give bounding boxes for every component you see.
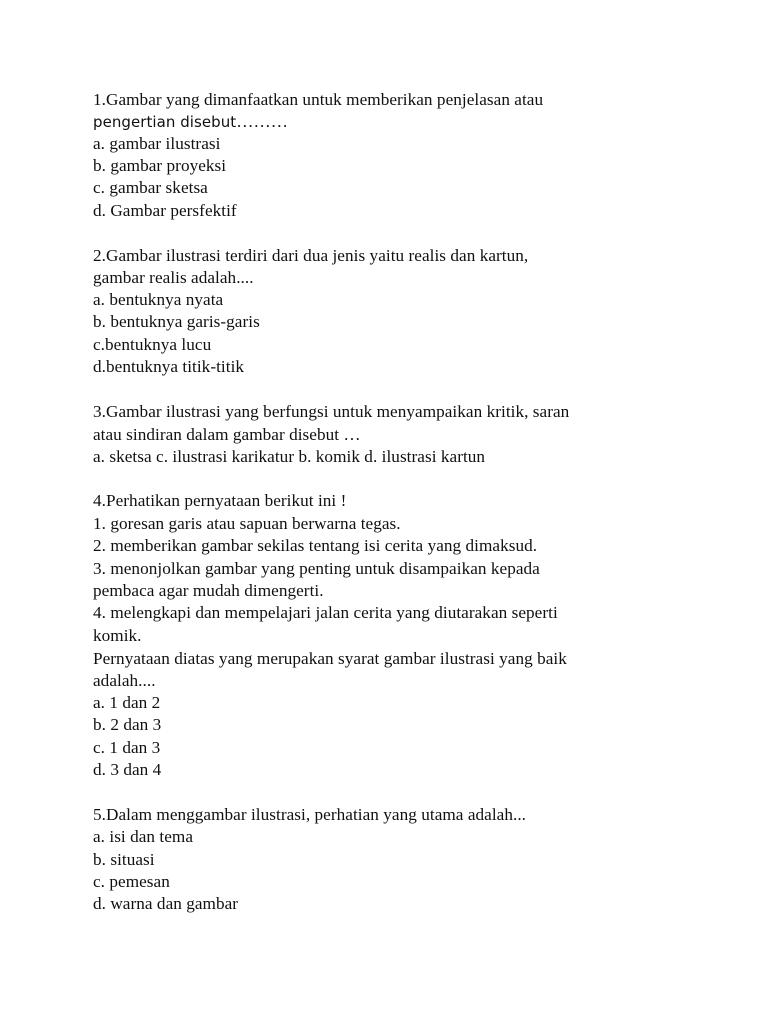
question-4-statement-3-cont: pembaca agar mudah dimengerti. [93, 581, 324, 600]
question-4-statement-4: 4. melengkapi dan mempelajari jalan cerita yang diutarakan seperti [93, 603, 558, 622]
question-4-statement-2: 2. memberikan gambar sekilas tentang isi cerita yang dimaksud. [93, 536, 538, 555]
question-5-option-c: c. pemesan [93, 872, 170, 891]
question-2-text: 2.Gambar ilustrasi terdiri dari dua jenis yaitu realis dan kartun, [93, 246, 529, 265]
question-4-option-d: d. 3 dan 4 [93, 760, 162, 779]
question-5-option-a: a. isi dan tema [93, 827, 194, 846]
question-5-text: 5.Dalam menggambar ilustrasi, perhatian yang utama adalah... [93, 805, 527, 824]
question-3-options: a. sketsa c. ilustrasi karikatur b. komik d. ilustrasi kartun [93, 447, 486, 466]
question-4-statement-4-cont: komik. [93, 626, 142, 645]
question-1-blank: ……… [236, 112, 288, 131]
question-2-option-b: b. bentuknya garis-garis [93, 312, 260, 331]
question-1-keyword: pengertian disebut [93, 113, 237, 131]
question-1-option-d: d. Gambar persfektif [93, 201, 237, 220]
question-4-prompt: Pernyataan diatas yang merupakan syarat gambar ilustrasi yang baik [93, 649, 567, 668]
question-4-option-b: b. 2 dan 3 [93, 715, 162, 734]
question-4-statement-3: 3. menonjolkan gambar yang penting untuk disampaikan kepada [93, 559, 540, 578]
question-3-text: 3.Gambar ilustrasi yang berfungsi untuk menyampaikan kritik, saran [93, 402, 570, 421]
question-2-option-c: c.bentuknya lucu [93, 335, 212, 354]
question-2-text-cont: gambar realis adalah.... [93, 268, 254, 287]
question-4-statement-1: 1. goresan garis atau sapuan berwarna tegas. [93, 514, 401, 533]
question-4-option-c: c. 1 dan 3 [93, 738, 161, 757]
question-1-option-c: c. gambar sketsa [93, 178, 208, 197]
question-1-option-b: b. gambar proyeksi [93, 156, 227, 175]
question-2-option-a: a. bentuknya nyata [93, 290, 224, 309]
question-4-text: 4.Perhatikan pernyataan berikut ini ! [93, 491, 347, 510]
question-1-text-cont [93, 111, 288, 133]
question-5-option-d: d. warna dan gambar [93, 894, 239, 913]
question-2-option-d: d.bentuknya titik-titik [93, 357, 245, 376]
question-4-option-a: a. 1 dan 2 [93, 693, 161, 712]
question-3-text-cont: atau sindiran dalam gambar disebut … [93, 425, 361, 444]
question-4-prompt-cont: adalah.... [93, 671, 156, 690]
question-5-option-b: b. situasi [93, 850, 155, 869]
question-1-text: 1.Gambar yang dimanfaatkan untuk memberikan penjelasan atau [93, 90, 544, 109]
question-1-option-a: a. gambar ilustrasi [93, 134, 221, 153]
